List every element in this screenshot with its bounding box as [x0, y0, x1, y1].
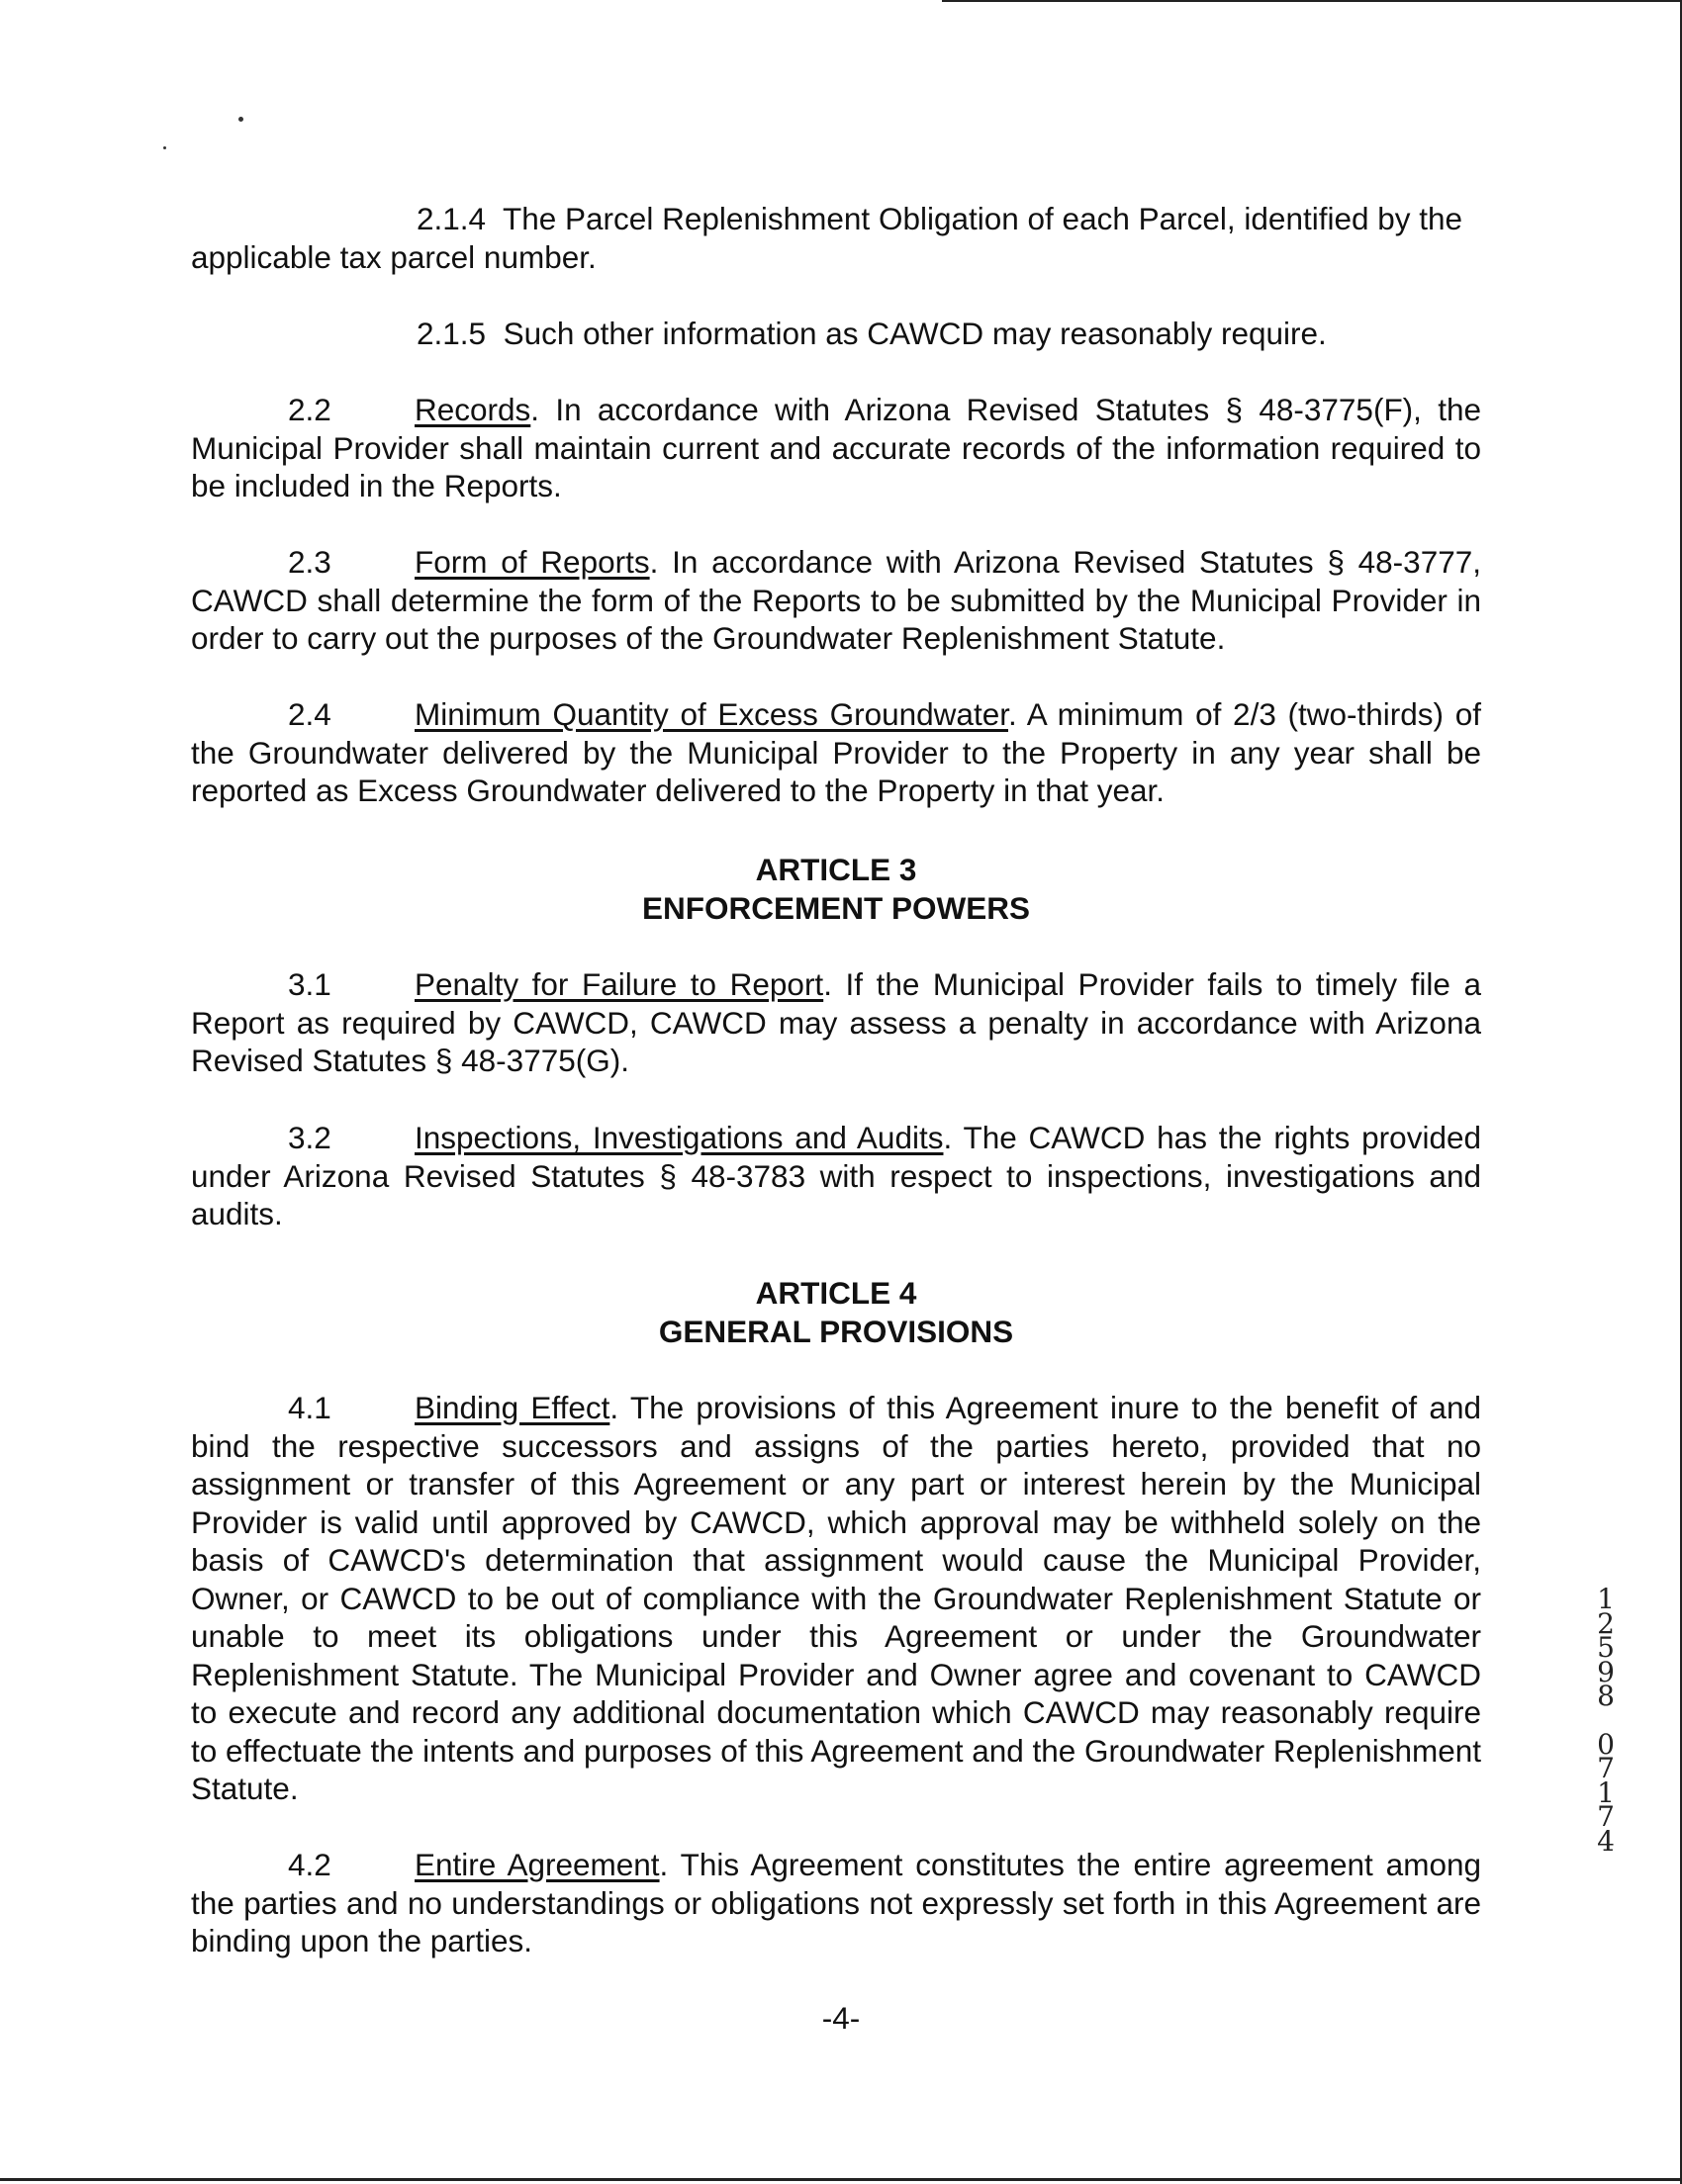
section-text: A minimum of 2/3 (two-thirds) of the Groundwater delivered by the Municipal Provider to the Property in any year shall be reported as Excess Groundwater delivered to the Property in that year.	[191, 696, 1481, 808]
section-number: 3.1	[288, 966, 331, 1002]
section-2-4: 2.4 Minimum Quantity of Excess Groundwater. A minimum of 2/3 (two-thirds) of the Groundwater delivered by the Municipal Provider to the Property in any year shall be reported as Excess Groundwater delivered to the Property in that year.	[191, 696, 1481, 808]
section-2-1-5	[191, 315, 1481, 353]
section-3-1: 3.1 Penalty for Failure to Report. If the Municipal Provider fails to timely file a Report as required by CAWCD, CAWCD may assess a penalty in accordance with Arizona Revised Statutes § 48-3775(G).	[191, 966, 1481, 1078]
section-number: 2.2	[288, 392, 331, 427]
recording-digit: 4	[1597, 1824, 1615, 1858]
section-text: The Parcel Replenishment Obligation of each Parcel, identified by the applicable tax parcel number.	[191, 201, 1463, 275]
section-title: Penalty for Failure to Report	[415, 966, 824, 1002]
article-label: ARTICLE 4	[755, 1275, 917, 1311]
section-3-2: 3.2 Inspections, Investigations and Audits. The CAWCD has the rights provided under Arizona Revised Statutes § 48-3783 with respect to inspections, investigations and audits.	[191, 1120, 1481, 1231]
scan-edge-bottom	[0, 2178, 1682, 2181]
scan-speck	[238, 117, 243, 122]
page-number: -4-	[821, 2000, 861, 2036]
scan-speck	[163, 146, 166, 149]
article-title: ENFORCEMENT POWERS	[641, 889, 1030, 926]
section-title: Binding Effect	[415, 1390, 610, 1425]
section-2-1-4	[191, 200, 1481, 276]
article-title: GENERAL PROVISIONS	[658, 1313, 1014, 1349]
recording-digit: 0	[1597, 1727, 1615, 1761]
section-text: This Agreement constitutes the entire agreement among the parties and no understandings or obligations not expressly set forth in this Agreement are binding upon the parties.	[191, 1847, 1481, 1958]
section-4-2: 4.2 Entire Agreement. This Agreement constitutes the entire agreement among the parties and no understandings or obligations not expressly set forth in this Agreement are binding upon the parties.	[191, 1847, 1481, 1958]
recording-digit: 1	[1597, 1583, 1615, 1615]
section-title: Minimum Quantity of Excess Groundwater	[415, 696, 1008, 732]
recording-digit: 7	[1597, 1752, 1615, 1784]
section-2-2: 2.2 Records. In accordance with Arizona Revised Statutes § 48-3775(F), the Municipal Provider shall maintain current and accurate records of the information required to be included in the Reports.	[191, 392, 1481, 503]
section-number: 2.1.5	[417, 316, 487, 351]
section-4-1: 4.1 Binding Effect. The provisions of this Agreement inure to the benefit of and bind the respective successors and assigns of the parties hereto, provided that no assignment or transfer of this Agreement or any part or interest herein by the Municipal Provider is valid until approved by CAWCD, which approval may be withheld solely on the basis of CAWCD's determination that assignment would cause the Municipal Provider, Owner, or CAWCD to be out of compliance with the Groundwater Replenishment Statute or unable to meet its obligations under this Agreement or under the Groundwater Replenishment Statute. The Municipal Provider and Owner agree and covenant to CAWCD to execute and record any additional documentation which CAWCD may reasonably require to effectuate the intents and purposes of this Agreement and the Groundwater Replenishment Statute.	[191, 1390, 1482, 1806]
section-text: If the Municipal Provider fails to timely file a Report as required by CAWCD, CAWCD may assess a penalty in accordance with Arizona Revised Statutes § 48-3775(G).	[191, 966, 1481, 1078]
section-number: 2.1.4	[417, 201, 487, 236]
section-text: Such other information as CAWCD may reasonably require.	[503, 316, 1327, 351]
section-title: Form of Reports	[415, 544, 650, 580]
recording-digit: 1	[1597, 1775, 1615, 1809]
section-number: 3.2	[288, 1120, 331, 1155]
section-text: In accordance with Arizona Revised Statutes § 48-3777, CAWCD shall determine the form of the Reports to be submitted by the Municipal Provider in order to carry out the purposes of the Groundwater Replenishment Statute.	[191, 544, 1481, 656]
scan-edge-top	[942, 0, 1682, 2]
section-text: The provisions of this Agreement inure to the benefit of and bind the respective successors and assigns of the parties hereto, provided that no assignment or transfer of this Agreement or any part or interest herein by the Municipal Provider is valid until approved by CAWCD, which approval may be withheld solely on the basis of CAWCD's determination that assignment would cause the Municipal Provider, Owner, or CAWCD to be out of compliance with the Groundwater Replenishment Statute or unable to meet its obligations under this Agreement or under the Groundwater Replenishment Statute. The Municipal Provider and Owner agree and covenant to CAWCD to execute and record any additional documentation which CAWCD may reasonably require to effectuate the intents and purposes of this Agreement and the Groundwater Replenishment Statute.	[191, 1390, 1482, 1806]
recording-digit: 7	[1597, 1800, 1615, 1833]
section-title: Inspections, Investigations and Audits	[415, 1120, 944, 1155]
recording-digit: 9	[1597, 1655, 1615, 1688]
article-4-heading	[191, 1274, 1481, 1350]
section-number: 2.3	[288, 544, 331, 580]
article-3-heading	[191, 851, 1481, 927]
section-text: In accordance with Arizona Revised Statutes § 48-3775(F), the Municipal Provider shall maintain current and accurate records of the information required to be included in the Reports.	[191, 392, 1481, 503]
section-number: 4.2	[288, 1847, 331, 1882]
recording-digit: 5	[1597, 1631, 1615, 1664]
section-text: The CAWCD has the rights provided under Arizona Revised Statutes § 48-3783 with respect to inspections, investigations and audits.	[191, 1120, 1481, 1231]
recording-number	[1591, 1583, 1621, 1858]
section-title: Entire Agreement	[415, 1847, 660, 1882]
recording-digit: 8	[1597, 1680, 1615, 1712]
article-label: ARTICLE 3	[755, 852, 917, 887]
recording-digit: 2	[1597, 1606, 1615, 1640]
section-number: 4.1	[288, 1390, 331, 1425]
section-2-3: 2.3 Form of Reports. In accordance with Arizona Revised Statutes § 48-3777, CAWCD shall determine the form of the Reports to be submitted by the Municipal Provider in order to carry out the purposes of the Groundwater Replenishment Statute.	[191, 544, 1481, 656]
section-number: 2.4	[288, 696, 331, 732]
section-title: Records	[415, 392, 531, 427]
